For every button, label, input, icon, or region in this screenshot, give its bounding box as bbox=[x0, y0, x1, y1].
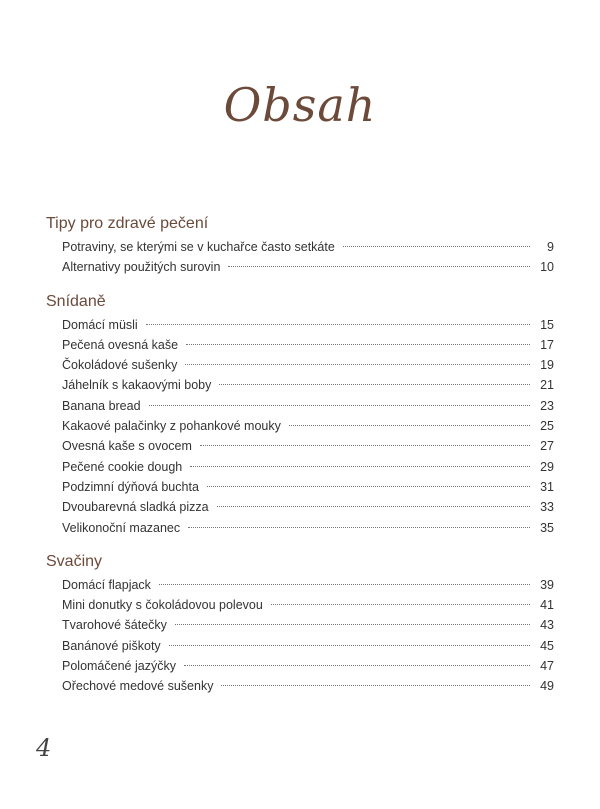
toc-entry-page: 49 bbox=[540, 679, 554, 694]
toc-entry-page: 45 bbox=[540, 638, 554, 653]
toc-section bbox=[46, 290, 554, 538]
toc-entry-title: Jáhelník s kakaovými boby bbox=[62, 378, 212, 393]
toc-entry-page: 17 bbox=[540, 337, 554, 352]
toc-entry-page: 39 bbox=[540, 577, 554, 592]
toc-entry-page: 23 bbox=[540, 398, 554, 413]
dot-leader bbox=[169, 645, 530, 646]
toc-entry-title: Alternativy použitých surovin bbox=[62, 260, 221, 275]
toc-entry bbox=[46, 615, 554, 635]
toc-entry-page: 31 bbox=[540, 479, 554, 494]
dot-leader bbox=[271, 604, 530, 605]
toc-entry-title: Kakaové palačinky z pohankové mouky bbox=[62, 419, 281, 434]
toc-entry-title: Domácí müsli bbox=[62, 317, 138, 332]
toc-entry-page: 27 bbox=[540, 439, 554, 454]
toc-entry bbox=[46, 656, 554, 676]
toc-entry-title: Pečené cookie dough bbox=[62, 459, 183, 474]
section-heading: Svačiny bbox=[46, 552, 103, 570]
toc-entry-title: Tvarohové šátečky bbox=[62, 618, 167, 633]
toc-entry-title: Čokoládové sušenky bbox=[62, 358, 178, 373]
toc-entry-title: Dvoubarevná sladká pizza bbox=[62, 500, 209, 515]
toc-entry-title: Pečená ovesná kaše bbox=[62, 337, 179, 352]
toc-entry bbox=[46, 257, 554, 277]
dot-leader bbox=[228, 266, 530, 267]
toc-section bbox=[46, 212, 554, 278]
toc-entry bbox=[46, 497, 554, 517]
toc-entry bbox=[46, 436, 554, 456]
toc-entry-page: 10 bbox=[540, 260, 554, 275]
dot-leader bbox=[188, 527, 530, 528]
toc-entry-page: 25 bbox=[540, 419, 554, 434]
dot-leader bbox=[186, 344, 530, 345]
toc-entry bbox=[46, 457, 554, 477]
dot-leader bbox=[149, 405, 530, 406]
dot-leader bbox=[190, 466, 530, 467]
toc-entry-page: 19 bbox=[540, 358, 554, 373]
dot-leader bbox=[159, 584, 530, 585]
toc-entry-title: Ovesná kaše s ovocem bbox=[62, 439, 192, 454]
toc-entry-title: Banana bread bbox=[62, 398, 141, 413]
toc-entry-title: Velikonoční mazanec bbox=[62, 520, 181, 535]
section-heading: Tipy pro zdravé pečení bbox=[46, 215, 209, 232]
toc-entry bbox=[46, 335, 554, 355]
toc-entry-title: Banánové piškoty bbox=[62, 638, 161, 653]
dot-leader bbox=[146, 324, 530, 325]
toc-entry bbox=[46, 416, 554, 436]
toc-entry bbox=[46, 396, 554, 416]
toc-entry-title: Polomáčené jazýčky bbox=[62, 659, 176, 674]
toc-entry-title: Mini donutky s čokoládovou polevou bbox=[62, 598, 263, 613]
toc-entry bbox=[46, 595, 554, 615]
toc-entry-title: Potraviny, se kterými se v kuchařce často setkáte bbox=[62, 240, 335, 254]
table-of-contents bbox=[46, 212, 554, 709]
dot-leader bbox=[289, 425, 530, 426]
toc-entry-page: 33 bbox=[540, 500, 554, 515]
dot-leader bbox=[185, 364, 530, 365]
toc-entry bbox=[46, 375, 554, 395]
dot-leader bbox=[343, 246, 530, 247]
toc-entry-title: Podzimní dýňová buchta bbox=[62, 479, 199, 494]
toc-entry-page: 15 bbox=[540, 317, 554, 332]
toc-section bbox=[46, 550, 554, 697]
dot-leader bbox=[175, 624, 530, 625]
dot-leader bbox=[217, 506, 530, 507]
toc-entry-page: 21 bbox=[540, 378, 554, 393]
page-number: 4 bbox=[36, 734, 52, 762]
page-title: Obsah bbox=[223, 78, 377, 132]
toc-entry bbox=[46, 636, 554, 656]
dot-leader bbox=[221, 685, 530, 686]
toc-entry-title: Ořechové medové sušenky bbox=[62, 679, 214, 694]
toc-entry-page: 47 bbox=[540, 659, 554, 674]
toc-entry-page: 35 bbox=[540, 520, 554, 535]
section-heading: Snídaně bbox=[46, 292, 106, 310]
toc-entry bbox=[46, 315, 554, 335]
toc-entry bbox=[46, 518, 554, 538]
dot-leader bbox=[207, 486, 530, 487]
toc-entry bbox=[46, 575, 554, 595]
toc-entry-page: 29 bbox=[540, 459, 554, 474]
dot-leader bbox=[184, 665, 530, 666]
toc-entry-page: 41 bbox=[540, 598, 554, 613]
toc-entry bbox=[46, 237, 554, 257]
toc-entry-page: 43 bbox=[540, 618, 554, 633]
dot-leader bbox=[200, 445, 530, 446]
toc-entry-title: Domácí flapjack bbox=[62, 577, 151, 592]
toc-entry bbox=[46, 676, 554, 696]
toc-entry bbox=[46, 477, 554, 497]
dot-leader bbox=[219, 384, 530, 385]
toc-entry-page: 9 bbox=[547, 240, 554, 254]
toc-entry bbox=[46, 355, 554, 375]
